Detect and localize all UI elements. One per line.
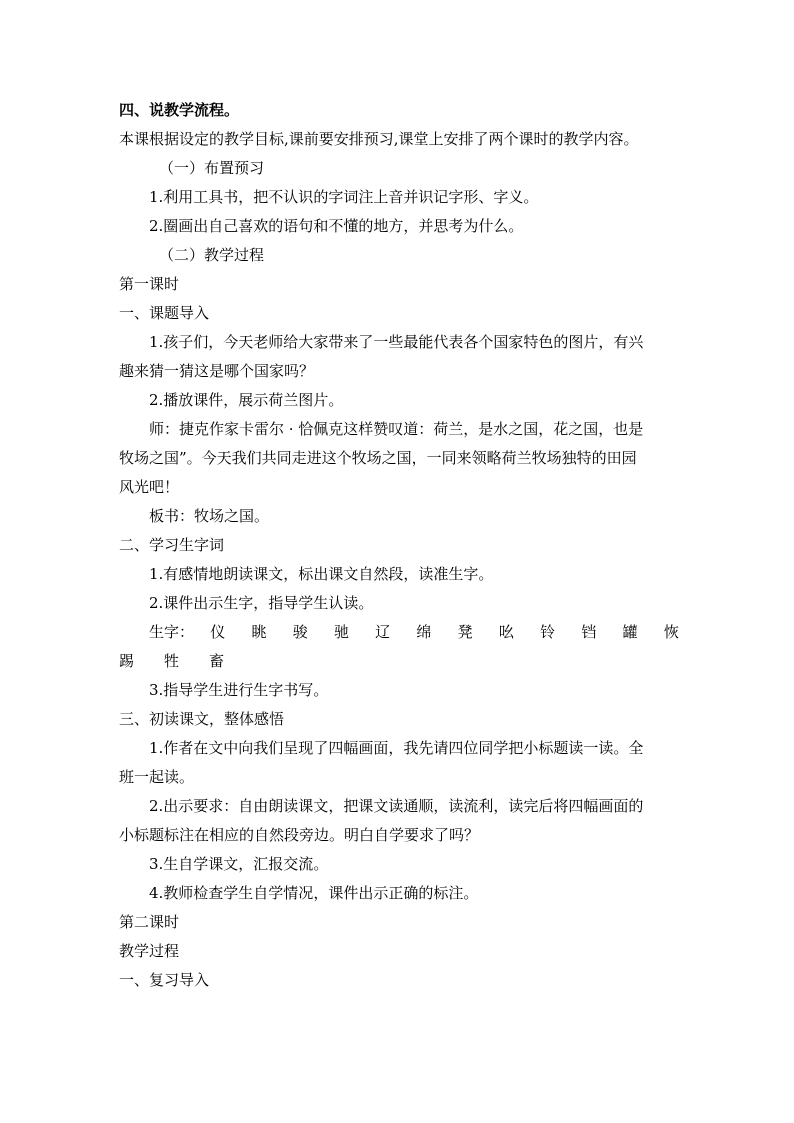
lesson1-part3-item2-line1: 2.出示要求：自由朗读课文，把课文读通顺，读流利，读完后将四幅画面的	[149, 797, 644, 815]
new-character: 畜	[208, 652, 224, 670]
lesson1-part1-item1-line1: 1.孩子们，今天老师给大家带来了一些最能代表各个国家特色的图片，有兴	[149, 333, 644, 351]
section-title: 四、说教学流程。	[119, 101, 240, 119]
lesson1-title: 第一课时	[119, 275, 180, 293]
new-character: 铃	[540, 623, 556, 641]
process-heading: （二）教学过程	[159, 246, 265, 264]
board-writing: 板书：牧场之国。	[149, 507, 270, 525]
lesson1-part2-item1: 1.有感情地朗读课文，标出课文自然段，读准生字。	[149, 565, 494, 583]
new-character: 踢	[119, 652, 135, 670]
lesson1-part2-item2: 2.课件出示生字，指导学生认读。	[149, 594, 374, 612]
lesson2-title: 第二课时	[119, 913, 180, 931]
prep-heading: （一）布置预习	[159, 159, 265, 177]
lesson1-part1-heading: 一、课题导入	[119, 304, 210, 322]
new-character: 凳	[457, 623, 473, 641]
lesson1-part3-item1-line1: 1.作者在文中向我们呈现了四幅画面，我先请四位同学把小标题读一读。全	[149, 739, 644, 757]
lesson1-part3-item1-line2: 班一起读。	[119, 768, 195, 786]
lesson1-part3-heading: 三、初读课文，整体感悟	[119, 710, 285, 728]
prep-item-2: 2.圈画出自己喜欢的语句和不懂的地方，并思考为什么。	[149, 217, 524, 235]
new-character: 辽	[375, 623, 391, 641]
lesson1-part3-item3: 3.生自学课文，汇报交流。	[149, 855, 329, 873]
new-character: 骏	[292, 623, 308, 641]
new-character: 恢	[663, 623, 679, 641]
lesson1-part1-item2: 2.播放课件，展示荷兰图片。	[149, 391, 344, 409]
new-character: 罐	[622, 623, 638, 641]
new-character: 绵	[416, 623, 432, 641]
prep-item-1: 1.利用工具书，把不认识的字词注上音并识记字形、字义。	[149, 188, 539, 206]
new-characters-label: 生字：	[149, 623, 195, 641]
teacher-line-2: 牧场之国”。今天我们共同走进这个牧场之国，一同来领略荷兰牧场独特的田园	[119, 449, 637, 467]
new-character: 驰	[333, 623, 349, 641]
lesson2-part1-heading: 一、复习导入	[119, 971, 210, 989]
intro-paragraph: 本课根据设定的教学目标,课前要安排预习,课堂上安排了两个课时的教学内容。	[119, 130, 639, 148]
teacher-line-1: 师：捷克作家卡雷尔 · 恰佩克这样赞叹道：荷兰，是水之国，花之国，也是	[149, 420, 644, 438]
teacher-line-3: 风光吧！	[119, 478, 180, 496]
lesson1-part3-item2-line2: 小标题标注在相应的自然段旁边。明白自学要求了吗？	[119, 826, 480, 844]
document-page	[119, 96, 679, 995]
new-characters-row-2	[119, 647, 679, 676]
lesson1-part2-item3: 3.指导学生进行生字书写。	[149, 681, 329, 699]
lesson1-part1-item1-line2: 趣来猜一猜这是哪个国家吗？	[119, 362, 315, 380]
new-characters-row-1	[119, 618, 679, 647]
new-character: 吆	[498, 623, 514, 641]
new-character: 眺	[251, 623, 267, 641]
new-character: 仪	[210, 623, 226, 641]
new-character: 牲	[163, 652, 179, 670]
new-character: 铛	[581, 623, 597, 641]
lesson1-part2-heading: 二、学习生字词	[119, 536, 225, 554]
lesson1-part3-item4: 4.教师检查学生自学情况，课件出示正确的标注。	[149, 884, 479, 902]
lesson2-process: 教学过程	[119, 942, 180, 960]
